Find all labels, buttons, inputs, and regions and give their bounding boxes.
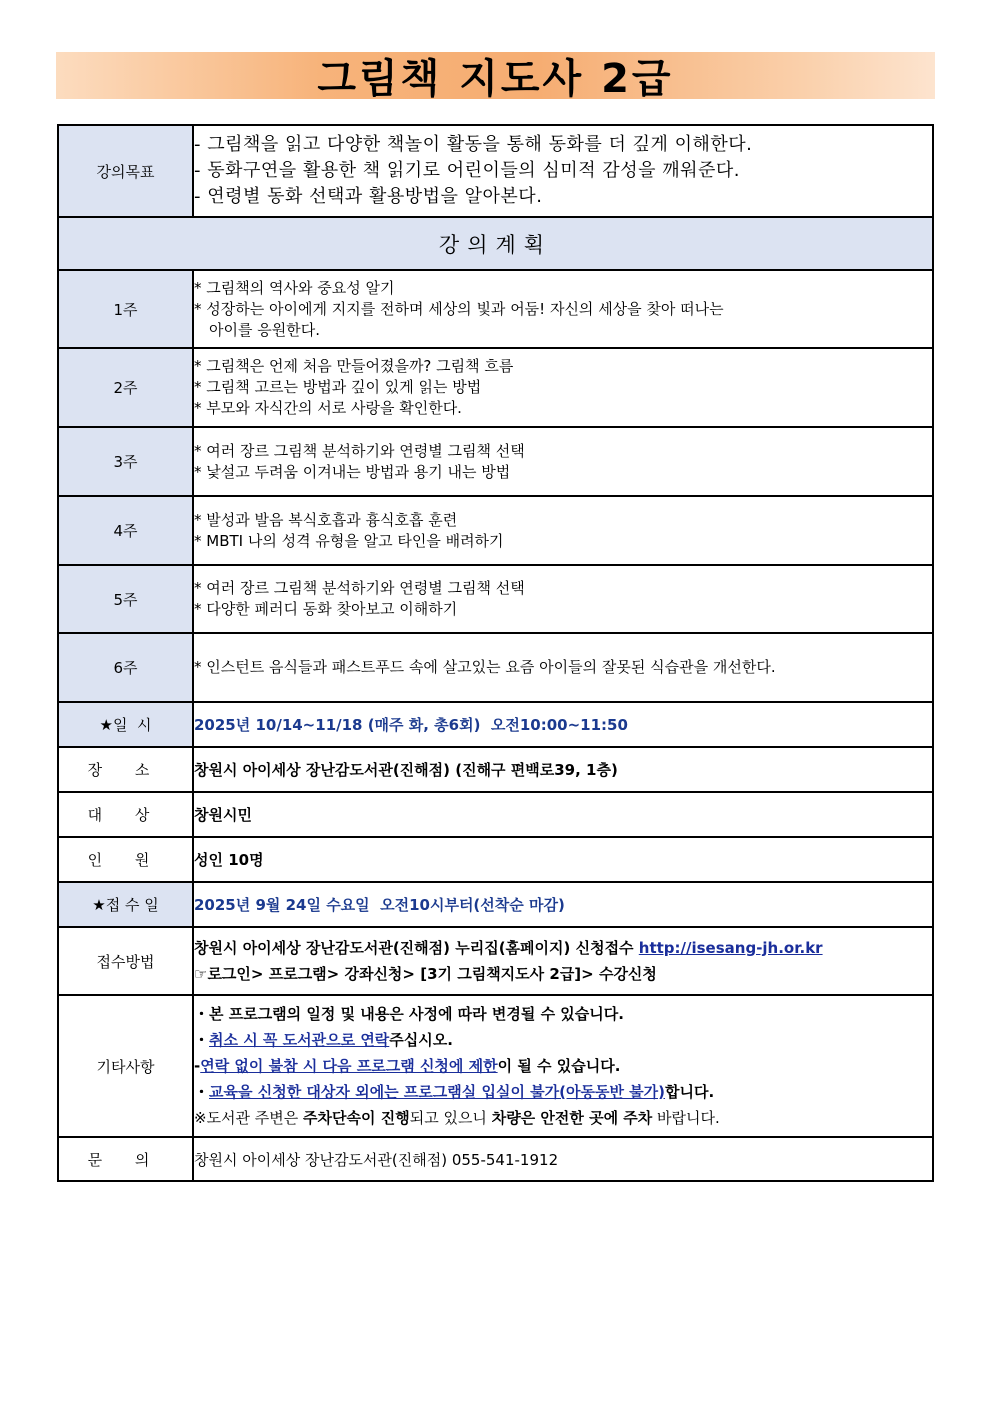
misc-line: ・교육을 신청한 대상자 외에는 프로그램실 입실이 불가(아동동반 불가)합니다.: [194, 1083, 715, 1101]
week-line: * 여러 장르 그림책 분석하기와 연령별 그림책 선택: [194, 579, 525, 597]
week-row: [58, 565, 933, 633]
misc-line: ※도서관 주변은 주차단속이 진행되고 있으니 차량은 안전한 곳에 주차 바랍니다.: [194, 1109, 720, 1127]
week-line: * 그림책 고르는 방법과 깊이 있게 읽는 방법: [194, 378, 482, 396]
place-label: 장 소: [58, 747, 193, 792]
reception-date-value: 2025년 9월 24일 수요일 오전10시부터(선착순 마감): [193, 882, 933, 927]
schedule-label: ★일 시: [58, 702, 193, 747]
week-line: * 발성과 발음 복식호흡과 흉식호흡 훈련: [194, 510, 458, 529]
week-content: [193, 565, 933, 633]
misc-label: 기타사항: [58, 995, 193, 1137]
week-content: [193, 633, 933, 702]
objective-line: - 연령별 동화 선택과 활용방법을 알아본다.: [194, 186, 543, 207]
objective-label: 강의목표: [58, 125, 193, 217]
week-line: * 부모와 자식간의 서로 사랑을 확인한다.: [194, 399, 462, 417]
week-line: * 다양한 페러디 동화 찾아보고 이해하기: [194, 600, 458, 618]
reception-method-label: 접수방법: [58, 927, 193, 995]
plan-header-row: [58, 217, 933, 270]
course-table: [57, 124, 934, 1182]
homepage-link[interactable]: http://isesang-jh.or.kr: [638, 939, 823, 957]
week-line: * 낯설고 두려움 이겨내는 방법과 용기 내는 방법: [194, 462, 511, 481]
week-label: 3주: [58, 427, 193, 496]
week-line: * 인스턴트 음식들과 패스트푸드 속에 살고있는 요즘 아이들의 잘못된 식습관을 개선한다.: [194, 658, 776, 676]
misc-line: ・본 프로그램의 일정 및 내용은 사정에 따라 변경될 수 있습니다.: [194, 1005, 624, 1023]
inquiry-row: [58, 1137, 933, 1181]
week-label: 2주: [58, 348, 193, 427]
week-label: 4주: [58, 496, 193, 565]
week-line: * MBTI 나의 성격 유형을 알고 타인을 배려하기: [194, 531, 504, 550]
place-row: [58, 747, 933, 792]
objective-line: - 그림책을 읽고 다양한 책놀이 활동을 통해 동화를 더 깊게 이해한다.: [194, 134, 753, 155]
plan-header: 강의계획: [58, 217, 933, 270]
place-value: 창원시 아이세상 장난감도서관(진해점) (진해구 편백로39, 1층): [193, 747, 933, 792]
week-row: [58, 427, 933, 496]
page-title: 그림책 지도사 2급: [317, 56, 674, 102]
week-row: [58, 496, 933, 565]
week-row: [58, 633, 933, 702]
objective-content: [193, 125, 933, 217]
target-row: [58, 792, 933, 837]
title-banner: [56, 52, 935, 102]
objective-row: [58, 125, 933, 217]
week-content: [193, 348, 933, 427]
misc-line: ・취소 시 꼭 도서관으로 연락주십시오.: [194, 1031, 453, 1049]
week-row: [58, 348, 933, 427]
schedule-row: [58, 702, 933, 747]
week-line: * 그림책의 역사와 중요성 알기: [194, 278, 395, 297]
capacity-label: 인 원: [58, 837, 193, 882]
week-line: * 그림책은 언제 처음 만들어졌을까? 그림책 흐름: [194, 357, 514, 375]
misc-content: [193, 995, 933, 1137]
week-line: * 여러 장르 그림책 분석하기와 연령별 그림책 선택: [194, 441, 525, 460]
capacity-row: [58, 837, 933, 882]
reception-steps: ☞로그인> 프로그램> 강좌신청> [3기 그림책지도사 2급]> 수강신청: [194, 965, 657, 983]
inquiry-value: 창원시 아이세상 장난감도서관(진해점) 055-541-1912: [193, 1137, 933, 1181]
reception-date-row: [58, 882, 933, 927]
week-row: [58, 270, 933, 348]
inquiry-label: 문 의: [58, 1137, 193, 1181]
week-line: 아이를 응원한다.: [209, 320, 320, 339]
capacity-value: 성인 10명: [193, 837, 933, 882]
misc-line: -연락 없이 불참 시 다음 프로그램 신청에 제한이 될 수 있습니다.: [194, 1057, 621, 1075]
target-label: 대 상: [58, 792, 193, 837]
week-content: [193, 427, 933, 496]
week-content: [193, 270, 933, 348]
reception-date-label: ★접 수 일: [58, 882, 193, 927]
misc-row: [58, 995, 933, 1137]
week-content: [193, 496, 933, 565]
target-value: 창원시민: [193, 792, 933, 837]
week-line: * 성장하는 아이에게 지지를 전하며 세상의 빛과 어둠! 자신의 세상을 찾아 떠나는: [194, 299, 724, 318]
objective-line: - 동화구연을 활용한 책 읽기로 어린이들의 심미적 감성을 깨워준다.: [194, 160, 740, 181]
reception-method-row: [58, 927, 933, 995]
reception-method-content: 창원시 아이세상 장난감도서관(진해점) 누리집(홈페이지) 신청접수 http://isesang-jh.or.kr ☞로그인> 프로그램> 강좌신청> [3기 그림책지도사 2급]> 수강신청: [193, 927, 933, 995]
week-label: 1주: [58, 270, 193, 348]
week-label: 6주: [58, 633, 193, 702]
week-label: 5주: [58, 565, 193, 633]
schedule-value: 2025년 10/14~11/18 (매주 화, 총6회) 오전10:00~11:50: [193, 702, 933, 747]
